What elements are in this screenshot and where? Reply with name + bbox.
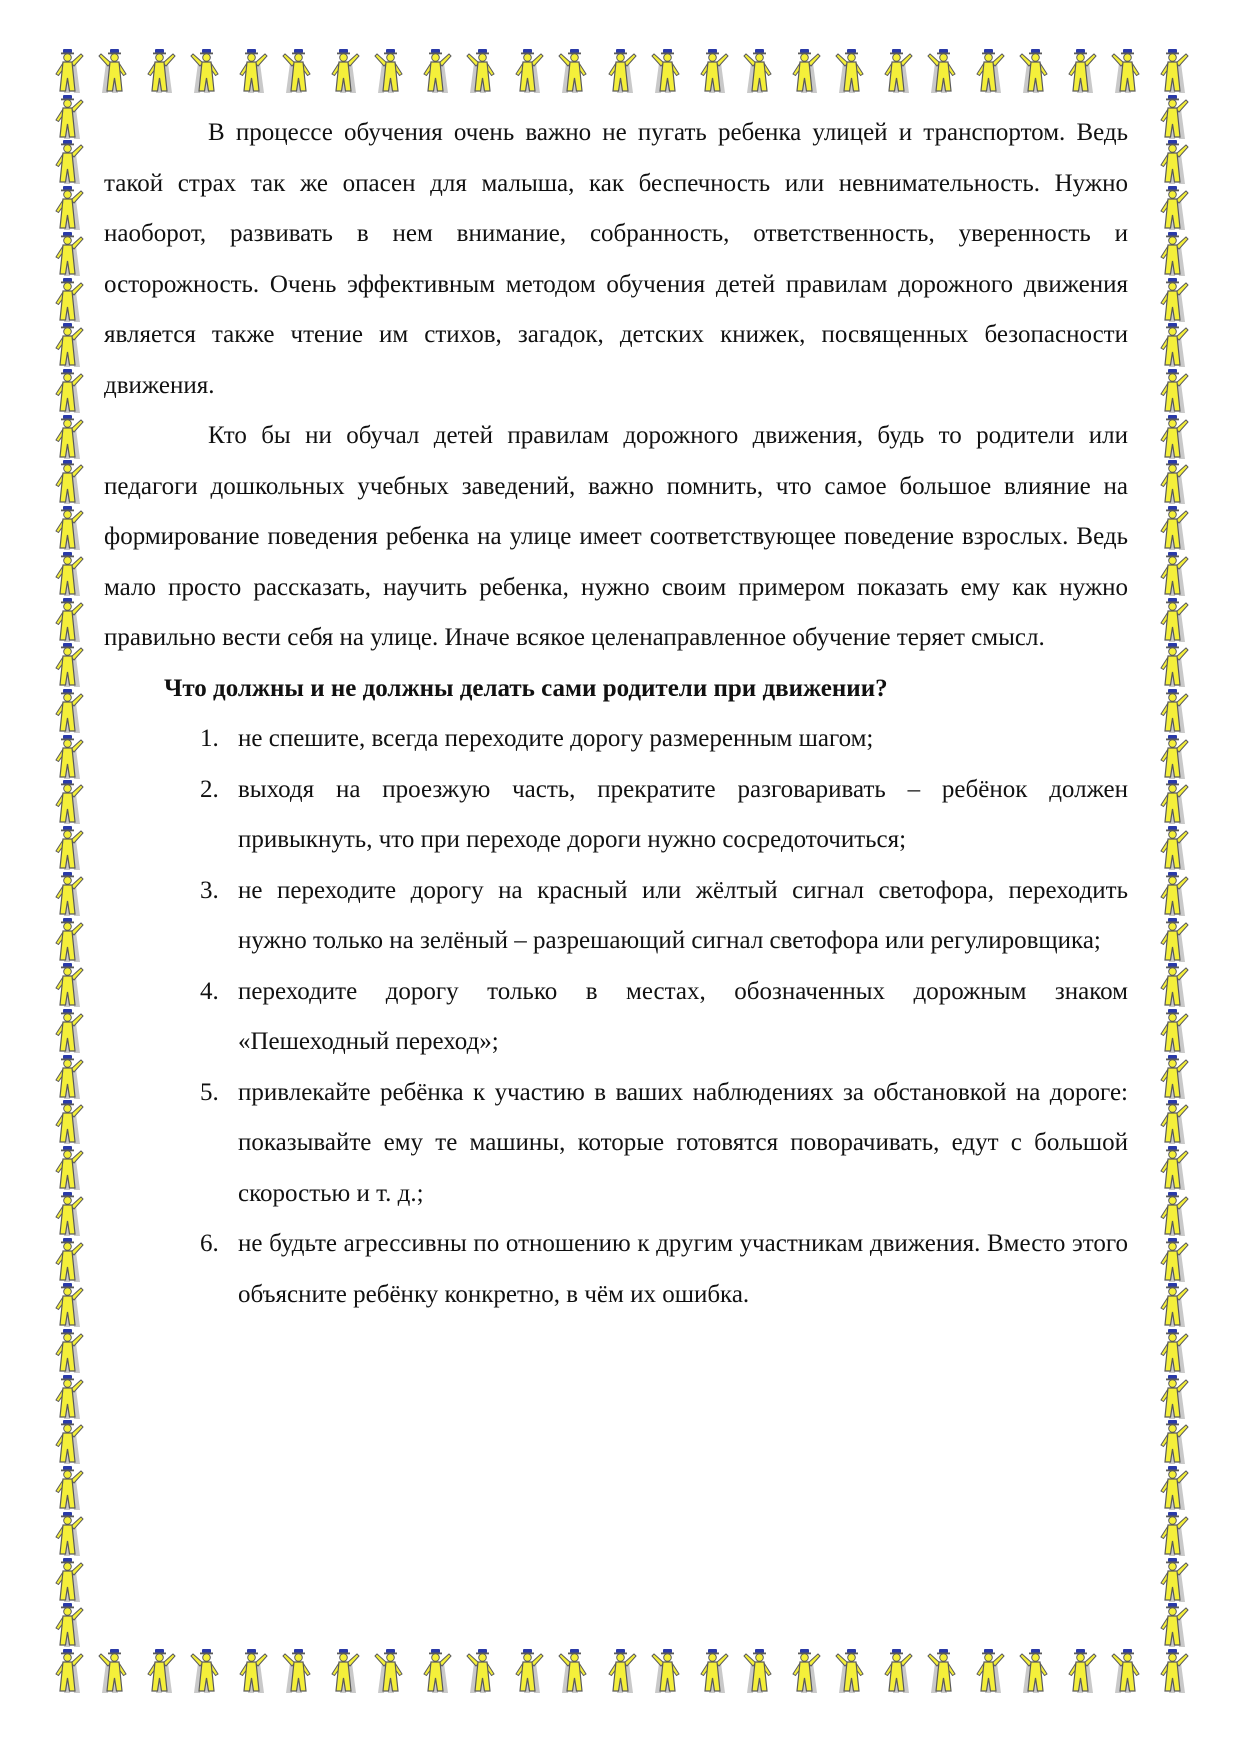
traffic-officer-figure-icon bbox=[48, 1191, 88, 1237]
traffic-officer-figure-icon bbox=[1153, 688, 1193, 734]
traffic-officer-figure-icon bbox=[48, 688, 88, 734]
traffic-officer-figure-icon bbox=[1153, 1237, 1193, 1283]
traffic-officer-figure-icon bbox=[1153, 1511, 1193, 1557]
traffic-officer-figure-icon bbox=[48, 1008, 88, 1054]
advice-list bbox=[104, 714, 1128, 1320]
traffic-officer-figure-icon bbox=[923, 1648, 963, 1694]
traffic-officer-figure-icon bbox=[48, 459, 88, 505]
traffic-officer-figure-icon bbox=[1153, 734, 1193, 780]
section-heading: Что должны и не должны делать сами родители при движении? bbox=[164, 674, 888, 702]
traffic-officer-figure-icon bbox=[1153, 1099, 1193, 1145]
traffic-officer-figure-icon bbox=[48, 1328, 88, 1374]
traffic-officer-figure-icon bbox=[48, 505, 88, 551]
traffic-officer-figure-icon bbox=[278, 1648, 318, 1694]
traffic-officer-figure-icon bbox=[278, 48, 318, 94]
traffic-officer-figure-icon bbox=[48, 1145, 88, 1191]
traffic-officer-figure-icon bbox=[1153, 277, 1193, 323]
traffic-officer-figure-icon bbox=[416, 48, 456, 94]
traffic-officer-figure-icon bbox=[186, 1648, 226, 1694]
traffic-officer-figure-icon bbox=[1061, 1648, 1101, 1694]
traffic-officer-figure-icon bbox=[48, 642, 88, 688]
traffic-officer-figure-icon bbox=[1153, 48, 1193, 94]
document-body bbox=[104, 108, 1128, 1320]
traffic-officer-figure-icon bbox=[48, 734, 88, 780]
traffic-officer-figure-icon bbox=[48, 1419, 88, 1465]
list-item-text: не спешите, всегда переходите дорогу размеренным шагом; bbox=[238, 725, 874, 752]
traffic-officer-figure-icon bbox=[601, 1648, 641, 1694]
traffic-officer-figure-icon bbox=[785, 48, 825, 94]
traffic-officer-figure-icon bbox=[48, 414, 88, 460]
traffic-officer-figure-icon bbox=[1153, 1374, 1193, 1420]
traffic-officer-figure-icon bbox=[48, 1237, 88, 1283]
traffic-officer-figure-icon bbox=[1153, 414, 1193, 460]
list-item-number: 3. bbox=[200, 876, 219, 904]
list-item-number: 6. bbox=[200, 1230, 219, 1257]
traffic-officer-figure-icon bbox=[48, 871, 88, 917]
traffic-officer-figure-icon bbox=[370, 1648, 410, 1694]
traffic-officer-figure-icon bbox=[969, 1648, 1009, 1694]
traffic-officer-figure-icon bbox=[48, 185, 88, 231]
traffic-officer-figure-icon bbox=[324, 48, 364, 94]
traffic-officer-figure-icon bbox=[48, 368, 88, 414]
traffic-officer-figure-icon bbox=[94, 48, 134, 94]
traffic-officer-figure-icon bbox=[693, 1648, 733, 1694]
traffic-officer-figure-icon bbox=[48, 825, 88, 871]
traffic-officer-figure-icon bbox=[48, 1099, 88, 1145]
paragraph-2: Кто бы ни обучал детей правилам дорожного движения, будь то родители или педагоги дошкольных учебных заведений, важно помнить, что самое большое влияние на формирование поведения ребенка на улице имеет соответствующее поведение взрослых. Ведь мало просто рассказать, научить ребенка, нужно своим примером показать ему как нужно правильно вести себя на улице. Иначе всякое целенаправленное обучение теряет смысл. bbox=[104, 422, 1128, 651]
list-item-number: 5. bbox=[200, 1078, 219, 1106]
traffic-officer-figure-icon bbox=[186, 48, 226, 94]
traffic-officer-figure-icon bbox=[1153, 139, 1193, 185]
traffic-officer-figure-icon bbox=[601, 48, 641, 94]
traffic-officer-figure-icon bbox=[48, 277, 88, 323]
list-item-text: не будьте агрессивны по отношению к другим участникам движения. Вместо этого объясните ребёнку конкретно, в чём их ошибка. bbox=[238, 1230, 1128, 1308]
list-item bbox=[104, 967, 1128, 1068]
list-item-text: не переходите дорогу на красный или жёлтый сигнал светофора, переходить нужно только на зелёный – разрешающий сигнал светофора или регулировщика; bbox=[238, 876, 1128, 954]
traffic-officer-figure-icon bbox=[48, 1511, 88, 1557]
traffic-officer-figure-icon bbox=[1153, 322, 1193, 368]
list-item-text: привлекайте ребёнка к участию в ваших наблюдениях за обстановкой на дороге: показывайте ему те машины, которые готовятся поворачивать, едут с большой скоростью и т. д.; bbox=[238, 1078, 1128, 1207]
traffic-officer-figure-icon bbox=[1153, 1008, 1193, 1054]
list-item-number: 1. bbox=[200, 725, 219, 752]
traffic-officer-figure-icon bbox=[1153, 94, 1193, 140]
traffic-officer-figure-icon bbox=[1153, 597, 1193, 643]
traffic-officer-figure-icon bbox=[1153, 1145, 1193, 1191]
traffic-officer-figure-icon bbox=[1153, 917, 1193, 963]
traffic-officer-figure-icon bbox=[1153, 185, 1193, 231]
traffic-officer-figure-icon bbox=[508, 1648, 548, 1694]
traffic-officer-figure-icon bbox=[923, 48, 963, 94]
traffic-officer-figure-icon bbox=[554, 48, 594, 94]
list-item-text: переходите дорогу только в местах, обозначенных дорожным знаком «Пешеходный переход»; bbox=[238, 977, 1128, 1055]
traffic-officer-figure-icon bbox=[1153, 1557, 1193, 1603]
traffic-officer-figure-icon bbox=[1153, 1602, 1193, 1648]
traffic-officer-figure-icon bbox=[48, 962, 88, 1008]
traffic-officer-figure-icon bbox=[416, 1648, 456, 1694]
traffic-officer-figure-icon bbox=[739, 1648, 779, 1694]
traffic-officer-figure-icon bbox=[1015, 48, 1055, 94]
traffic-officer-figure-icon bbox=[48, 597, 88, 643]
traffic-officer-figure-icon bbox=[1153, 1191, 1193, 1237]
traffic-officer-figure-icon bbox=[508, 48, 548, 94]
traffic-officer-figure-icon bbox=[1153, 368, 1193, 414]
traffic-officer-figure-icon bbox=[48, 1054, 88, 1100]
traffic-officer-figure-icon bbox=[1153, 825, 1193, 871]
traffic-officer-figure-icon bbox=[1153, 871, 1193, 917]
traffic-officer-figure-icon bbox=[1153, 779, 1193, 825]
traffic-officer-figure-icon bbox=[1153, 1328, 1193, 1374]
traffic-officer-figure-icon bbox=[48, 917, 88, 963]
traffic-officer-figure-icon bbox=[739, 48, 779, 94]
traffic-officer-figure-icon bbox=[94, 1648, 134, 1694]
list-item-number: 2. bbox=[200, 775, 219, 803]
traffic-officer-figure-icon bbox=[140, 48, 180, 94]
list-item bbox=[104, 866, 1128, 967]
traffic-officer-figure-icon bbox=[140, 1648, 180, 1694]
traffic-officer-figure-icon bbox=[1153, 1465, 1193, 1511]
traffic-officer-figure-icon bbox=[831, 1648, 871, 1694]
traffic-officer-figure-icon bbox=[647, 48, 687, 94]
traffic-officer-figure-icon bbox=[48, 1465, 88, 1511]
traffic-officer-figure-icon bbox=[48, 1557, 88, 1603]
traffic-officer-figure-icon bbox=[1153, 962, 1193, 1008]
traffic-officer-figure-icon bbox=[1153, 1648, 1193, 1694]
traffic-officer-figure-icon bbox=[48, 1374, 88, 1420]
list-item-number: 4. bbox=[200, 977, 219, 1005]
traffic-officer-figure-icon bbox=[1153, 1419, 1193, 1465]
traffic-officer-figure-icon bbox=[693, 48, 733, 94]
traffic-officer-figure-icon bbox=[48, 322, 88, 368]
list-item bbox=[104, 765, 1128, 866]
traffic-officer-figure-icon bbox=[48, 779, 88, 825]
list-item-text: выходя на проезжую часть, прекратите разговаривать – ребёнок должен привыкнуть, что при переходе дороги нужно сосредоточиться; bbox=[238, 775, 1128, 853]
traffic-officer-figure-icon bbox=[462, 48, 502, 94]
traffic-officer-figure-icon bbox=[48, 551, 88, 597]
traffic-officer-figure-icon bbox=[48, 94, 88, 140]
traffic-officer-figure-icon bbox=[969, 48, 1009, 94]
traffic-officer-figure-icon bbox=[232, 48, 272, 94]
traffic-officer-figure-icon bbox=[1061, 48, 1101, 94]
traffic-officer-figure-icon bbox=[48, 1602, 88, 1648]
traffic-officer-figure-icon bbox=[370, 48, 410, 94]
traffic-officer-figure-icon bbox=[232, 1648, 272, 1694]
traffic-officer-figure-icon bbox=[48, 139, 88, 185]
traffic-officer-figure-icon bbox=[48, 1282, 88, 1328]
traffic-officer-figure-icon bbox=[1153, 1054, 1193, 1100]
traffic-officer-figure-icon bbox=[1015, 1648, 1055, 1694]
traffic-officer-figure-icon bbox=[1107, 1648, 1147, 1694]
traffic-officer-figure-icon bbox=[1107, 48, 1147, 94]
paragraph-1: В процессе обучения очень важно не пугать ребенка улицей и транспортом. Ведь такой страх так же опасен для малыша, как беспечность или невнимательность. Нужно наоборот, развивать в нем внимание, собранность, ответственность, уверенность и осторожность. Очень эффективным методом обучения детей правилам дорожного движения является также чтение им стихов, загадок, детских книжек, посвященных безопасности движения. bbox=[104, 119, 1128, 399]
traffic-officer-figure-icon bbox=[48, 48, 88, 94]
traffic-officer-figure-icon bbox=[1153, 642, 1193, 688]
traffic-officer-figure-icon bbox=[1153, 551, 1193, 597]
traffic-officer-figure-icon bbox=[462, 1648, 502, 1694]
traffic-officer-figure-icon bbox=[877, 1648, 917, 1694]
traffic-officer-figure-icon bbox=[1153, 231, 1193, 277]
traffic-officer-figure-icon bbox=[647, 1648, 687, 1694]
list-item bbox=[104, 1219, 1128, 1320]
traffic-officer-figure-icon bbox=[554, 1648, 594, 1694]
traffic-officer-figure-icon bbox=[831, 48, 871, 94]
traffic-officer-figure-icon bbox=[48, 231, 88, 277]
traffic-officer-figure-icon bbox=[1153, 505, 1193, 551]
list-item bbox=[104, 1068, 1128, 1220]
traffic-officer-figure-icon bbox=[785, 1648, 825, 1694]
traffic-officer-figure-icon bbox=[1153, 459, 1193, 505]
traffic-officer-figure-icon bbox=[877, 48, 917, 94]
traffic-officer-figure-icon bbox=[324, 1648, 364, 1694]
traffic-officer-figure-icon bbox=[1153, 1282, 1193, 1328]
list-item bbox=[104, 714, 1128, 765]
traffic-officer-figure-icon bbox=[48, 1648, 88, 1694]
